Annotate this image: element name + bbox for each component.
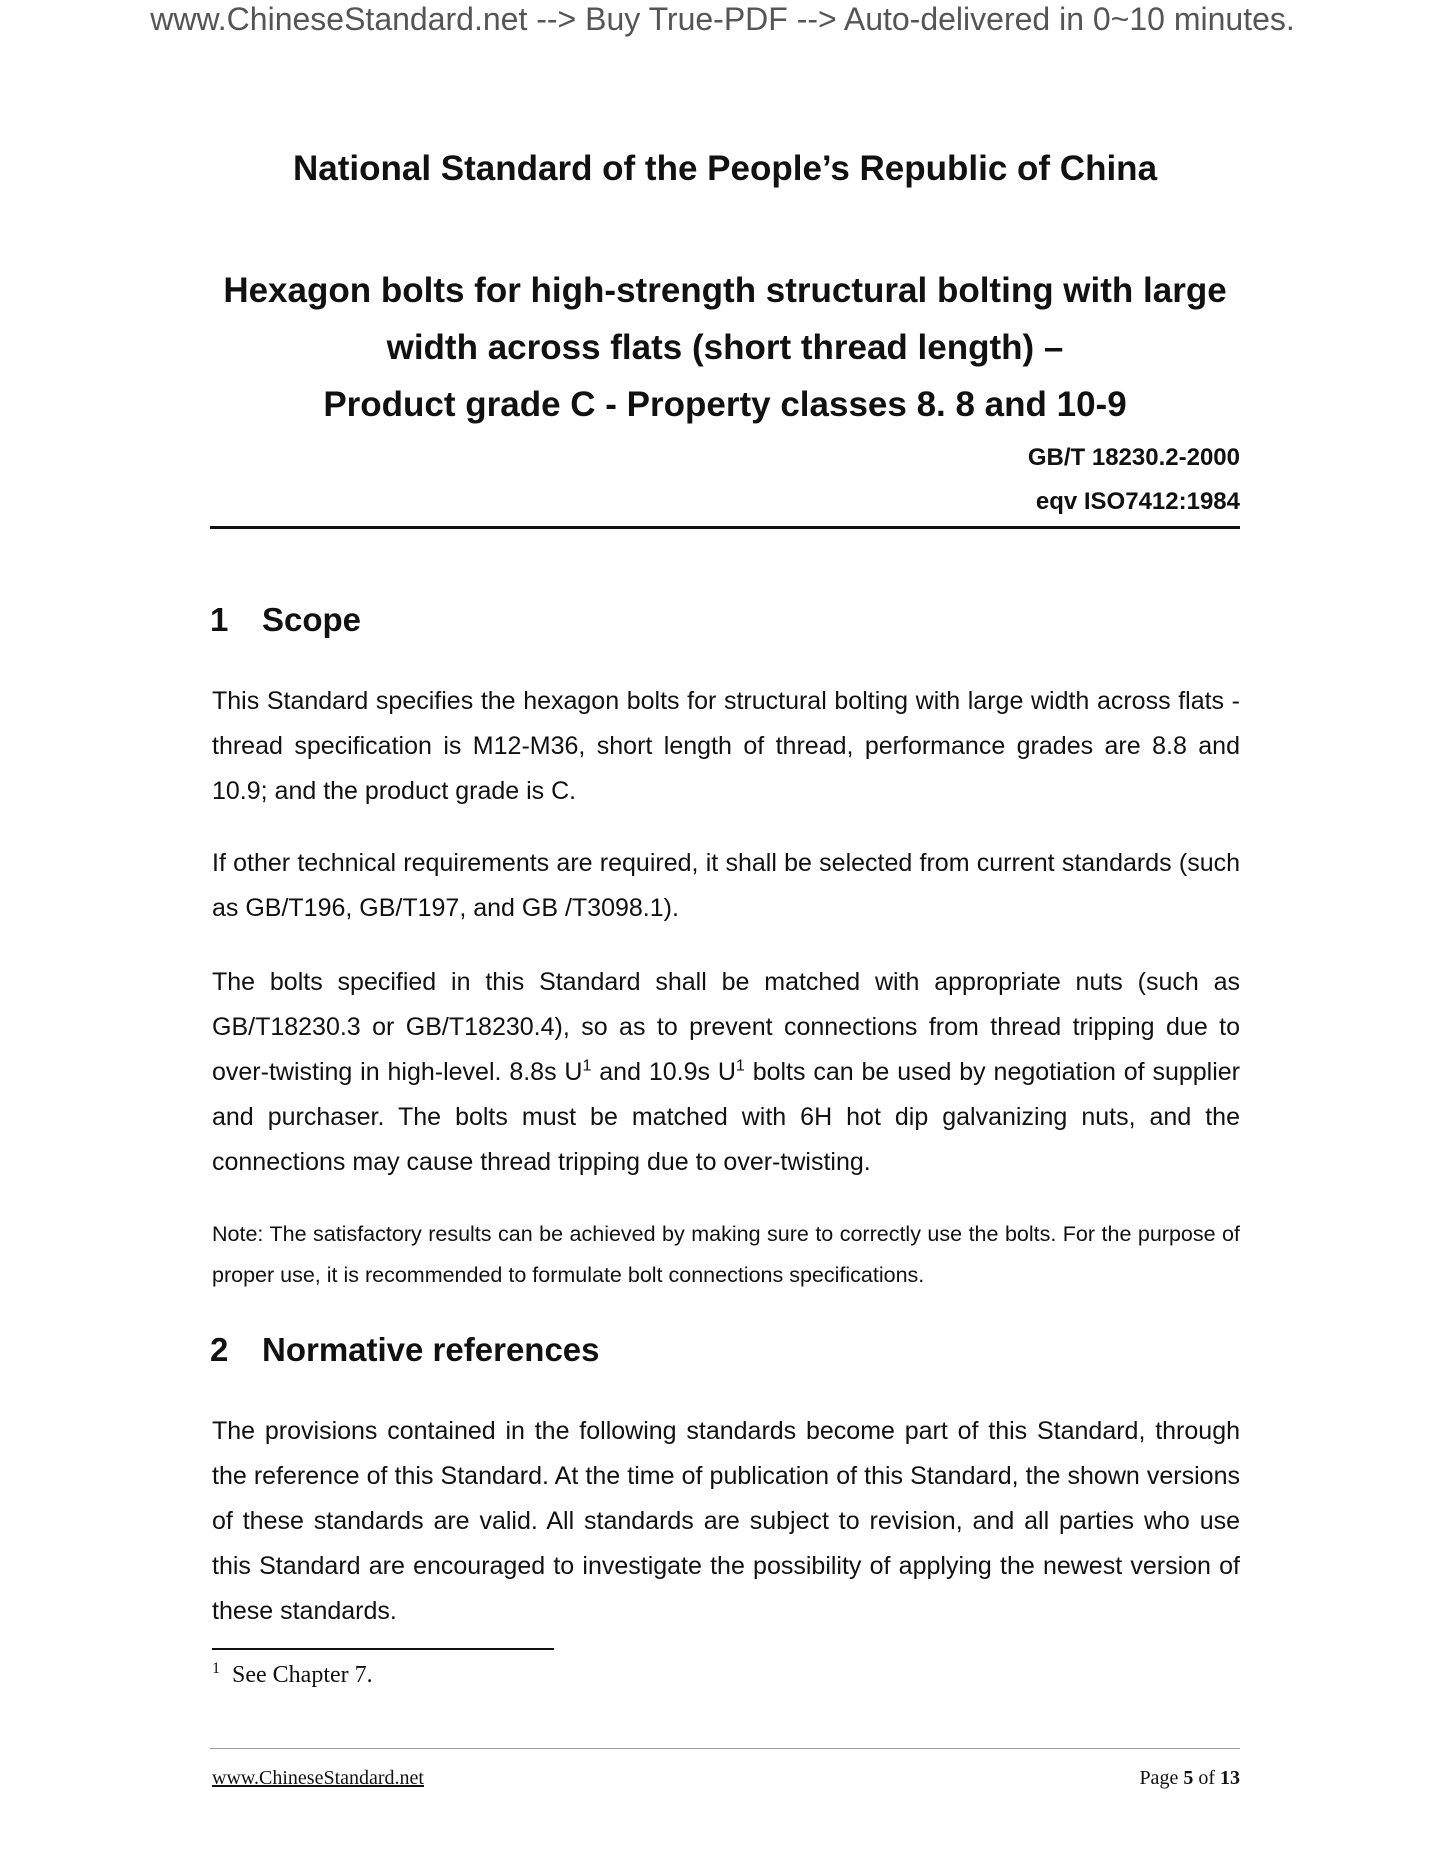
page-number [1139,1765,1240,1791]
footer-divider [210,1748,1240,1749]
document-title [210,262,1240,433]
scope-paragraph-3 [212,960,1240,1185]
total-pages: 13 [1220,1767,1240,1789]
document-title-line: Hexagon bolts for high-strength structural bolting with large [223,271,1227,310]
paragraph-text: and 10.9s U [591,1058,736,1086]
paragraph-text: The bolts specified in this Standard shall be matched with appropriate nuts (such as GB/T18230.3 or GB/T18230.4), so as to prevent connections from thread tripping due to over-twisting in high-level. 8.8s U [212,968,1240,1086]
current-page: 5 [1183,1767,1194,1789]
standard-codes [1028,436,1240,524]
section-heading-normative-references [210,1330,600,1370]
footnote [212,1660,373,1690]
top-banner[interactable]: www.ChineseStandard.net --> Buy True-PDF --> Auto-delivered in 0~10 minutes. [150,1,1295,37]
footnote-text: See Chapter 7. [232,1662,373,1688]
page-label: Page [1139,1767,1184,1789]
footer-site-link[interactable]: www.ChineseStandard.net [212,1767,424,1789]
header-divider [210,526,1240,529]
paragraph-text: bolts can be used by negotiation of supplier and purchaser. The bolts must be matched with 6H hot dip galvanizing nuts, and the connections may cause thread tripping due to over-twisting. [212,1058,1240,1176]
scope-paragraph-2: If other technical requirements are required, it shall be selected from current standards (such as GB/T196, GB/T197, and GB /T3098.1). [212,849,1240,922]
scope-note: Note: The satisfactory results can be achieved by making sure to correctly use the bolts. For the purpose of proper use, it is recommended to formulate bolt connections specifications. [212,1222,1240,1287]
section-heading-scope [210,600,361,640]
section-number: 1 [210,601,229,638]
document-title-line: width across flats (short thread length) – [386,328,1064,367]
document-title-line: Product grade C - Property classes 8. 8 and 10-9 [323,385,1127,424]
section-title: Normative references [262,1331,600,1368]
standard-equivalence: eqv ISO7412:1984 [1035,488,1240,515]
footnote-mark: 1 [212,1660,220,1677]
standard-number: GB/T 18230.2-2000 [1027,444,1240,471]
page-of-label: of [1193,1767,1220,1789]
section-title: Scope [262,601,362,638]
section-number: 2 [210,1331,229,1368]
normative-references-paragraph: The provisions contained in the following standards become part of this Standard, through the reference of this Standard. At the time of publication of this Standard, the shown versions of these standards are valid. All standards are subject to revision, and all parties who use this Standard are encouraged to investigate the possibility of applying the newest version of these standards. [212,1417,1240,1625]
scope-paragraph-1: This Standard specifies the hexagon bolts for structural bolting with large width across flats - thread specification is M12-M36, short length of thread, performance grades are 8.8 and 10.9; and the product grade is C. [212,687,1240,805]
footnote-reference[interactable]: 1 [582,1057,592,1075]
footnote-divider [212,1648,554,1650]
footnote-reference[interactable]: 1 [735,1057,745,1075]
national-standard-title: National Standard of the People’s Republic of China [292,149,1158,188]
